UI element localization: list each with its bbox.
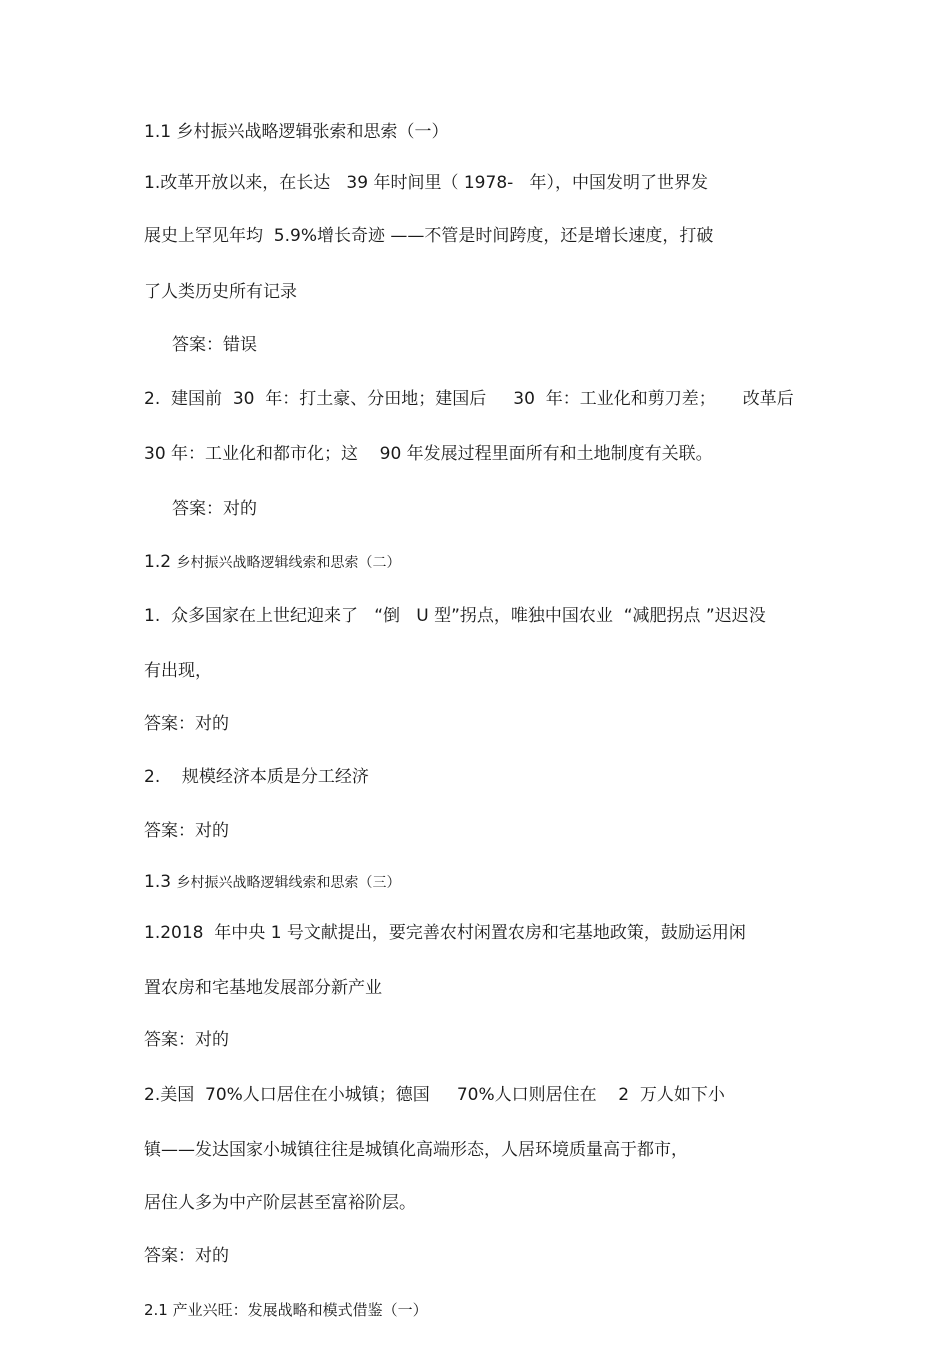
section-title: 乡村振兴战略逻辑线索和思索（三）	[176, 875, 401, 891]
question-text: 居住人多为中产阶层甚至富裕阶层。	[144, 1193, 416, 1213]
question-text: 置农房和宅基地发展部分新产业	[144, 978, 382, 998]
answer-text: 答案：对的	[144, 1246, 229, 1266]
question-text: 2.美国 70%人口居住在小城镇；德国 70%人口则居住在 2 万人如下小	[144, 1085, 725, 1105]
section-number: 1.2	[144, 552, 177, 572]
answer-text: 答案：对的	[172, 499, 257, 519]
question-text: 2. 建国前 30 年：打土豪、分田地；建国后 30 年：工业化和剪刀差； 改革后	[144, 389, 794, 409]
question-text: 1. 众多国家在上世纪迎来了 “倒 U 型”拐点，唯独中国农业 “减肥拐点 ”迟迟没	[144, 606, 766, 626]
section-number: 1.3	[144, 872, 177, 892]
question-text: 30 年：工业化和都市化；这 90 年发展过程里面所有和土地制度有关联。	[144, 444, 713, 464]
answer-text: 答案：对的	[144, 1030, 229, 1050]
question-text: 1.改革开放以来，在长达 39 年时间里（ 1978- 年），中国发明了世界发	[144, 173, 708, 193]
question-text: 有出现，	[144, 661, 212, 681]
question-text: 1.2018 年中央 1 号文献提出，要完善农村闲置农房和宅基地政策，鼓励运用闲	[144, 923, 746, 943]
question-text: 展史上罕见年均 5.9%增长奇迹 ——不管是时间跨度，还是增长速度，打破	[144, 226, 714, 246]
section-heading-1-2	[144, 551, 400, 574]
answer-text: 答案：对的	[144, 714, 229, 734]
answer-text: 答案：对的	[144, 821, 229, 841]
section-heading-2-1: 2.1 产业兴旺：发展战略和模式借鉴（一）	[144, 1301, 428, 1319]
answer-text: 答案：错误	[172, 335, 257, 355]
section-heading-1-3	[144, 871, 400, 894]
section-title: 乡村振兴战略逻辑线索和思索（二）	[176, 555, 401, 571]
question-text: 了人类历史所有记录	[144, 282, 297, 302]
section-heading-1-1: 1.1 乡村振兴战略逻辑张索和思索（一）	[144, 122, 449, 142]
question-text: 镇——发达国家小城镇往往是城镇化高端形态，人居环境质量高于都市，	[144, 1140, 688, 1160]
question-text: 2. 规模经济本质是分工经济	[144, 767, 369, 787]
